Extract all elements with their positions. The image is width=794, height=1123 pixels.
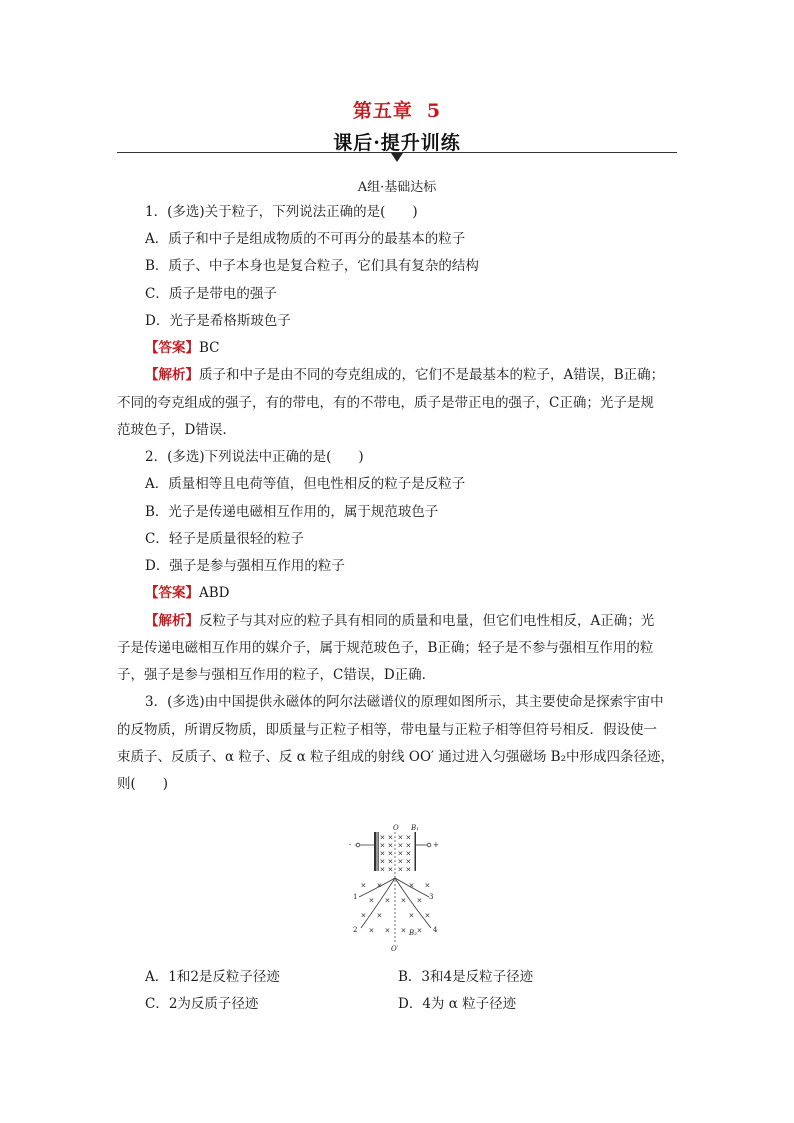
analysis-tag: 【解析】	[145, 613, 199, 629]
field-cross-icon: ×	[368, 926, 375, 935]
chapter-heading	[0, 96, 794, 123]
chapter-title: 第五章	[352, 100, 413, 122]
section-subtitle: 课后·提升训练	[333, 132, 461, 154]
question-2-analysis-line-3: 子，强子是参与强相互作用的粒子，C错误，D正确.	[117, 667, 426, 683]
question-1-option-a: A．质子和中子是组成物质的不可再分的最基本的粒子	[145, 231, 466, 247]
field-cross-icon: ×	[408, 911, 415, 920]
field-cross-icon: ×	[424, 911, 431, 920]
question-1-analysis-line-2: 不同的夸克组成的强子，有的带电，有的不带电，质子是带正电的强子，C正确；光子是规	[117, 395, 654, 411]
field-cross-icon: ×	[360, 881, 367, 890]
question-2-option-d: D．强子是参与强相互作用的粒子	[145, 558, 345, 574]
label-b2: B₂	[409, 929, 417, 937]
field-cross-icon: ×	[416, 896, 423, 905]
analysis-text: 反粒子与其对应的粒子具有相同的质量和电量，但它们电性相反，A正确；光	[199, 613, 655, 629]
field-cross-icon: ×	[379, 849, 386, 858]
question-1-option-b: B．质子、中子本身也是复合粒子，它们具有复杂的结构	[145, 258, 479, 274]
field-cross-icon: ×	[397, 833, 404, 842]
field-cross-icon: ×	[408, 881, 415, 890]
field-cross-icon: ×	[376, 881, 383, 890]
question-1-stem: 1．(多选)关于粒子，下列说法正确的是( )	[145, 204, 418, 220]
minus-sign: -	[349, 841, 352, 849]
analysis-text: 质子和中子是由不同的夸克组成的，它们不是最基本的粒子，A错误，B正确；	[199, 367, 665, 383]
left-plate	[374, 832, 377, 871]
field-cross-icon: ×	[368, 896, 375, 905]
answer-tag: 【答案】	[145, 585, 199, 601]
question-2-stem: 2．(多选)下列说法中正确的是( )	[145, 449, 364, 465]
question-2-analysis-line-1	[145, 612, 654, 630]
field-cross-icon: ×	[397, 841, 404, 850]
question-3-option-a: A．1和2是反粒子径迹	[145, 969, 280, 985]
triangle-marker-icon	[391, 153, 403, 162]
question-2-option-b: B．光子是传递电磁相互作用的，属于规范玻色子	[145, 504, 439, 520]
answer-value: ABD	[199, 585, 230, 601]
path-label-2: 2	[353, 926, 358, 934]
field-cross-icon: ×	[379, 841, 386, 850]
question-1-option-c: C．质子是带电的强子	[145, 286, 277, 302]
label-o: O	[393, 824, 399, 832]
field-cross-icon: ×	[376, 911, 383, 920]
field-cross-icon: ×	[397, 865, 404, 874]
label-o-prime: O′	[391, 945, 399, 953]
right-terminal-icon	[427, 843, 431, 847]
field-cross-icon: ×	[405, 857, 412, 866]
field-cross-icon: ×	[405, 865, 412, 874]
question-2-analysis-line-2: 子是传递电磁相互作用的媒介子，属于规范玻色子，B正确；轻子是不参与强相互作用的粒	[117, 640, 654, 656]
answer-value: BC	[199, 340, 220, 356]
answer-tag: 【答案】	[145, 340, 199, 356]
field-cross-icon: ×	[384, 926, 391, 935]
field-cross-icon: ×	[387, 833, 394, 842]
label-b1: B₁	[411, 824, 419, 832]
spectrometer-diagram	[345, 820, 445, 955]
chapter-number: 5	[426, 100, 442, 122]
right-plate	[415, 832, 417, 871]
field-cross-icon: ×	[387, 841, 394, 850]
field-cross-icon: ×	[400, 926, 407, 935]
left-terminal-icon	[356, 843, 360, 847]
field-cross-icon: ×	[416, 926, 423, 935]
field-cross-icon: ×	[387, 865, 394, 874]
question-2-answer	[145, 584, 230, 602]
field-cross-icon: ×	[379, 857, 386, 866]
field-cross-icon: ×	[424, 881, 431, 890]
question-3-stem-line-1: 3．(多选)由中国提供永磁体的阿尔法磁谱仪的原理如图所示，其主要使命是探索宇宙中	[145, 694, 664, 710]
question-1-answer	[145, 339, 220, 357]
path-label-4: 4	[433, 926, 438, 934]
field-cross-icon: ×	[405, 841, 412, 850]
field-cross-icon: ×	[397, 849, 404, 858]
question-2-option-c: C．轻子是质量很轻的粒子	[145, 531, 304, 547]
field-cross-icon: ×	[360, 911, 367, 920]
question-1-analysis-line-3: 范玻色子，D错误.	[117, 422, 227, 438]
question-3-option-b: B．3和4是反粒子径迹	[398, 969, 534, 985]
question-3-option-c: C．2为反质子径迹	[145, 996, 259, 1012]
question-3-stem-line-2: 的反物质，所谓反物质，即质量与正粒子相等，带电量与正粒子相等但符号相反．假设使一	[117, 722, 657, 738]
field-cross-icon: ×	[379, 833, 386, 842]
field-cross-icon: ×	[384, 896, 391, 905]
group-title: A组·基础达标	[357, 180, 437, 195]
field-cross-icon: ×	[405, 849, 412, 858]
field-b1-crosses	[380, 834, 412, 874]
question-1-option-d: D．光子是希格斯玻色子	[145, 313, 291, 329]
question-1-analysis-line-1	[145, 366, 664, 384]
question-2-option-a: A．质量相等且电荷等值，但电性相反的粒子是反粒子	[145, 476, 466, 492]
field-cross-icon: ×	[387, 849, 394, 858]
field-cross-icon: ×	[400, 896, 407, 905]
question-3-option-d: D．4为 α 粒子径迹	[398, 996, 517, 1012]
field-cross-icon: ×	[387, 857, 394, 866]
field-cross-icon: ×	[379, 865, 386, 874]
analysis-tag: 【解析】	[145, 367, 199, 383]
question-3-stem-line-4: 则( )	[117, 776, 169, 792]
field-cross-icon: ×	[397, 857, 404, 866]
path-label-1: 1	[353, 893, 358, 901]
question-3-stem-line-3: 束质子、反质子、α 粒子、反 α 粒子组成的射线 OO′ 通过进入匀强磁场 B₂中形成四条径迹，	[117, 749, 675, 765]
plus-sign: +	[433, 841, 439, 849]
field-cross-icon: ×	[405, 833, 412, 842]
field-b2-crosses	[360, 881, 434, 935]
path-label-3: 3	[429, 893, 434, 901]
